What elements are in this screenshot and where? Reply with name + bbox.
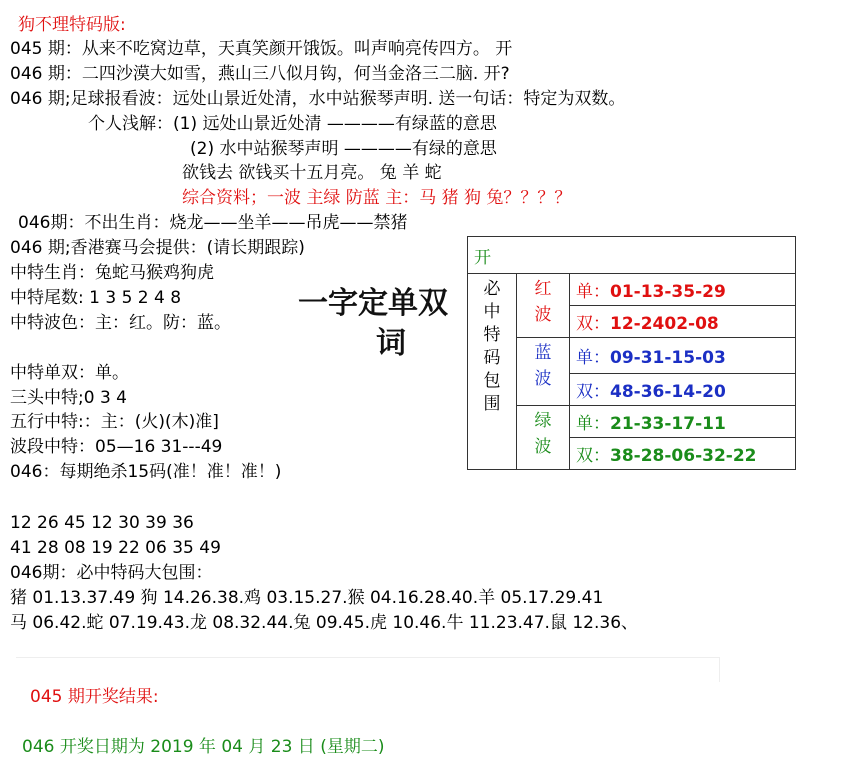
side-label-char: 中 xyxy=(483,302,501,322)
side-label-char: 特 xyxy=(483,325,501,345)
blue-odd-cell xyxy=(570,338,796,374)
kill-numbers-line-2: 41 28 08 19 22 06 35 49 xyxy=(10,538,221,558)
zodiac-kill-line: 046期：不出生肖：烧龙——坐羊——吊虎——禁猪 xyxy=(18,213,408,233)
hk-odd-even-line: 中特单双：单。 xyxy=(10,363,129,383)
side-label-char: 必 xyxy=(483,279,501,299)
hk-kill15-line: 046：每期绝杀15码(准！准！准！) xyxy=(10,462,282,482)
wave-label-char: 波 xyxy=(534,369,552,389)
red-odd-cell xyxy=(570,274,796,306)
number-set: 38-28-06-32-22 xyxy=(610,446,757,466)
hk-band-line: 波段中特：05—16 31---49 xyxy=(10,437,223,457)
wave-label-char: 波 xyxy=(534,305,552,325)
football-riddle-line: 046 期;足球报看波：远处山景近处清，水中站猴琴声明. 送一句话：特定为双数。 xyxy=(10,89,626,109)
result-title: 045 期开奖结果: xyxy=(30,687,159,707)
riddle-line-045: 045 期：从来不吃窝边草，天真笑颜开饿饭。叫声响亮传四方。 开 xyxy=(10,39,513,59)
wave-label-char: 红 xyxy=(534,279,552,299)
blue-even-cell xyxy=(570,374,796,406)
even-label: 双： xyxy=(576,314,610,334)
riddle-line-046: 046 期：二四沙漠大如雪，燕山三八似月钩，何当金洛三二脑. 开? xyxy=(10,64,510,84)
side-label-column xyxy=(468,274,517,470)
odd-label: 单： xyxy=(576,414,610,434)
summary-line: 综合资料；一波 主绿 防蓝 主：马 猪 狗 兔？？？？ xyxy=(182,188,572,208)
wave-label-char: 蓝 xyxy=(534,343,552,363)
page-title: 狗不理特码版: xyxy=(18,15,126,35)
red-wave-label xyxy=(517,274,570,338)
big-range-line-2: 马 06.42.蛇 07.19.43.龙 08.32.44.兔 09.45.虎 10.46.牛 11.23.47.鼠 12.36、 xyxy=(10,613,639,633)
hk-zodiac-line: 中特生肖：兔蛇马猴鸡狗虎 xyxy=(10,263,214,283)
draw-date-line: 046 开奖日期为 2019 年 04 月 23 日 (星期二) xyxy=(22,737,385,757)
even-label: 双： xyxy=(576,382,610,402)
even-label: 双： xyxy=(576,446,610,466)
hk-element-line: 五行中特:：主：(火)(木)准] xyxy=(10,412,219,432)
must-hit-table xyxy=(467,236,796,470)
odd-label: 单： xyxy=(576,348,610,368)
blank-divider xyxy=(16,657,720,682)
overlay-title-line-2: 词 xyxy=(376,326,406,361)
kill-numbers-line-1: 12 26 45 12 30 39 36 xyxy=(10,513,194,533)
hk-tail-line: 中特尾数: 1 3 5 2 4 8 xyxy=(10,288,182,308)
big-range-title: 046期：必中特码大包围： xyxy=(10,563,213,583)
hk-head-line: 三头中特;0 3 4 xyxy=(10,388,127,408)
big-range-line-1: 猪 01.13.37.49 狗 14.26.38.鸡 03.15.27.猴 04.16.28.40.羊 05.17.29.41 xyxy=(10,588,604,608)
blue-wave-label xyxy=(517,338,570,406)
green-even-cell xyxy=(570,438,796,470)
wave-label-char: 波 xyxy=(534,437,552,457)
green-odd-cell xyxy=(570,406,796,438)
side-label-char: 包 xyxy=(483,371,501,391)
odd-label: 单： xyxy=(576,282,610,302)
analysis-line-2: (2) 水中站猴琴声明 ————有绿的意思 xyxy=(190,139,497,159)
hk-wave-line: 中特波色：主：红。防：蓝。 xyxy=(10,313,231,333)
number-set: 48-36-14-20 xyxy=(610,382,726,402)
overlay-title-line-1: 一字定单双 xyxy=(298,286,448,321)
green-wave-label xyxy=(517,406,570,470)
table-top-label: 开 xyxy=(468,237,796,274)
wave-label-char: 绿 xyxy=(534,411,552,431)
analysis-line-3: 欲钱去 欲钱买十五月亮。 兔 羊 蛇 xyxy=(182,163,442,183)
number-set: 12-2402-08 xyxy=(610,314,719,334)
side-label-char: 码 xyxy=(483,348,501,368)
number-set: 21-33-17-11 xyxy=(610,414,726,434)
hk-header-line: 046 期;香港赛马会提供：(请长期跟踪) xyxy=(10,238,305,258)
number-set: 01-13-35-29 xyxy=(610,282,726,302)
number-set: 09-31-15-03 xyxy=(610,348,726,368)
side-label-char: 围 xyxy=(483,394,501,414)
analysis-line-1: 个人浅解：(1) 远处山景近处清 ————有绿蓝的意思 xyxy=(88,114,497,134)
red-even-cell xyxy=(570,306,796,338)
